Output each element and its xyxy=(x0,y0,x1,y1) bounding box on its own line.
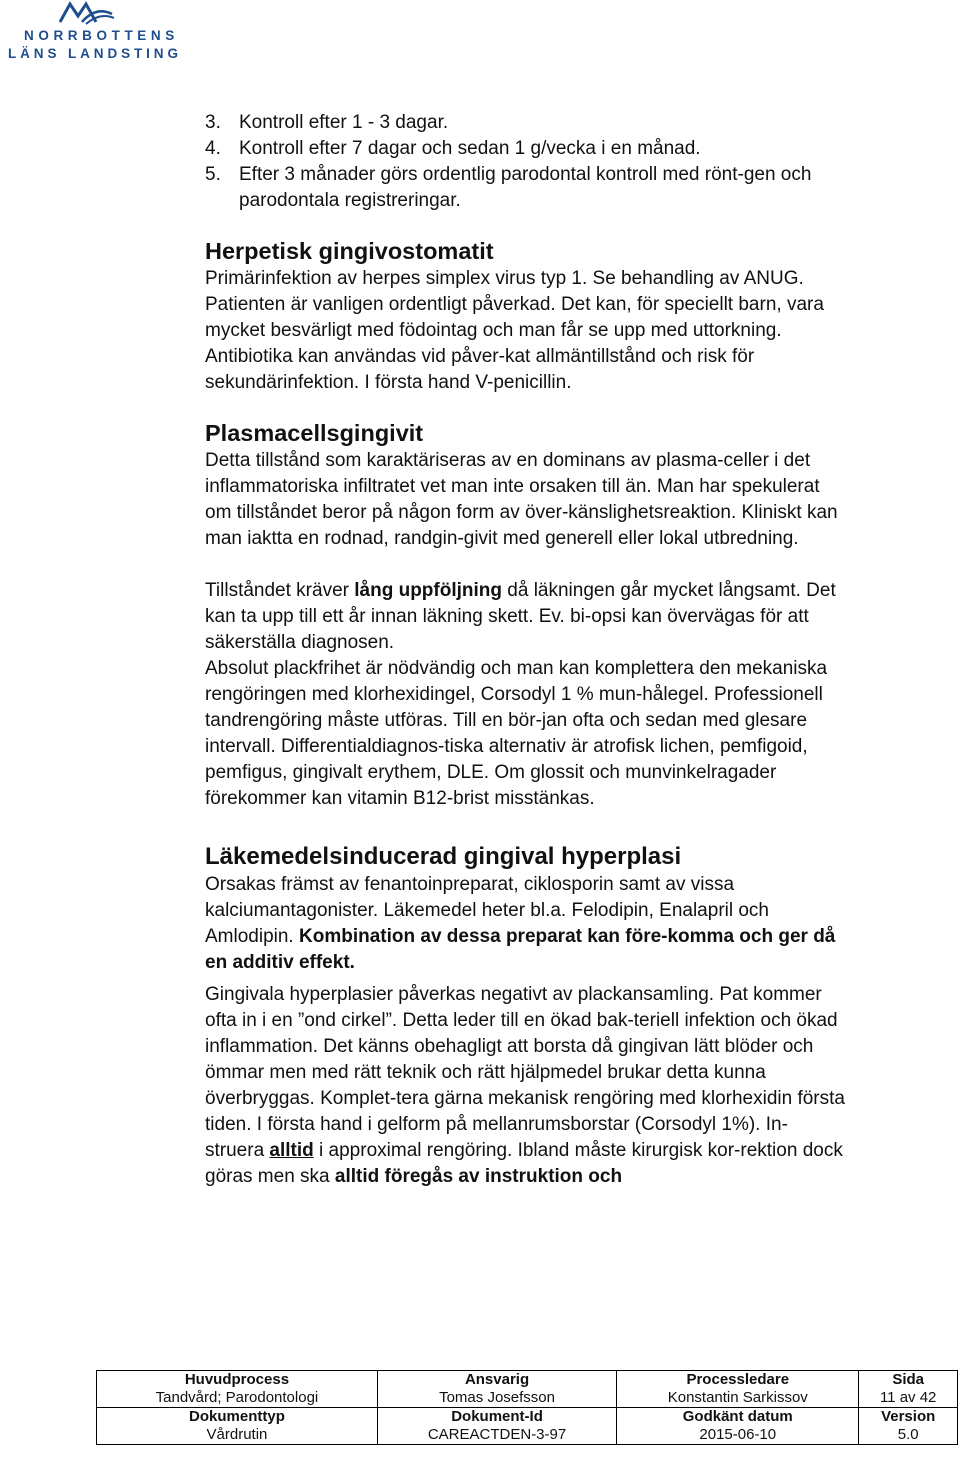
bold-text: alltid föregås av instruktion och xyxy=(334,1166,623,1187)
list-number: 3. xyxy=(205,112,221,133)
text-run: Tillståndet kräver xyxy=(205,580,355,601)
text-run: då läkningen går mycket långsamt. Det kan ta upp till ett år innan läkning skett. Ev. bi-opsi kan övervägas för att säkerställa diagnosen. xyxy=(205,580,836,653)
logo-text-line1: NORRBOTTENS xyxy=(24,28,179,43)
cell-value: Konstantin Sarkissov xyxy=(667,1389,808,1406)
list-number: 4. xyxy=(205,138,221,159)
section-paragraph: Absolut plackfrihet är nödvändig och man kan komplettera den mekaniska rengöringen med klorhexidingel, Corsodyl 1 % mun-hålegel. Professionell tandrengöring måste utföras. Till en bör-jan ofta och sedan med glesare intervall. Differentialdiagnos-tiska alternativ är atrofisk lichen, pemfigoid, pemfigus, gingivalt erythem, DLE. Om glossit och munvinkelragader förekommer kan vitamin B12-brist misstänkas. xyxy=(205,658,828,809)
bold-text: lång uppföljning xyxy=(354,580,502,601)
numbered-list xyxy=(205,110,845,214)
list-item xyxy=(205,110,845,136)
logo-text-line2: LÄNS LANDSTING xyxy=(8,46,182,61)
bold-text: Kombination av dessa preparat kan före-komma och ger då en additiv effekt. xyxy=(205,926,836,973)
cell-value: CAREACTDEN-3-97 xyxy=(427,1426,567,1443)
footer-table xyxy=(96,1370,958,1445)
table-row xyxy=(97,1371,958,1408)
cell-value: Vårdrutin xyxy=(206,1426,268,1443)
cell-label: Godkänt datum xyxy=(682,1408,793,1425)
list-number: 5. xyxy=(205,164,221,185)
cell-label: Huvudprocess xyxy=(184,1371,290,1388)
cell-value: 2015-06-10 xyxy=(699,1426,777,1443)
section-plasmacell xyxy=(205,418,845,812)
list-text: Kontroll efter 1 - 3 dagar. xyxy=(239,112,449,133)
section-paragraph xyxy=(205,578,845,656)
cell-label: Dokumenttyp xyxy=(189,1408,285,1425)
list-item xyxy=(205,136,845,162)
section-herpes xyxy=(205,236,845,396)
list-item xyxy=(205,162,845,214)
cell-label: Sida xyxy=(892,1371,925,1388)
table-cell xyxy=(859,1371,958,1408)
table-cell xyxy=(617,1408,859,1445)
cell-value: Tandvård; Parodontologi xyxy=(155,1389,319,1406)
table-row xyxy=(97,1408,958,1445)
section-paragraph xyxy=(205,982,845,1190)
table-cell xyxy=(617,1371,859,1408)
cell-label: Ansvarig xyxy=(464,1371,530,1388)
text-run: Gingivala hyperplasier påverkas negativt av plackansamling. Pat kommer ofta in i en ”ond cirkel”. Detta leder till en ökad bak-teriell infektion och ökad inflammation. Det känns obehagligt att borsta då gingivan lätt blöder och ömmar men med rätt teknik och rätt hjälpmedel brukar detta kunna överbryggas. Komplet-tera gärna mekanisk rengöring med klorhexidin första tiden. I första hand i gelform på mellanrumsborstar (Corsodyl 1%). In-struera xyxy=(205,984,845,1161)
text-run: Orsakas främst av fenantoinpreparat, ciklosporin samt av vissa kalciumantagonister. Läkemedel heter bl.a. Felodipin, Enalapril och Amlodipin. xyxy=(205,874,769,947)
logo-mark-icon xyxy=(56,0,116,26)
text-run: i approximal rengöring. Ibland måste kirurgisk kor-rektion dock göras men ska xyxy=(205,1140,843,1187)
cell-label: Processledare xyxy=(686,1371,790,1388)
table-cell xyxy=(377,1371,616,1408)
cell-label: Version xyxy=(881,1408,936,1425)
table-cell xyxy=(97,1371,378,1408)
section-paragraph: Primärinfektion av herpes simplex virus typ 1. Se behandling av ANUG. Patienten är vanligen ordentligt påverkad. Det kan, för speciellt barn, vara mycket besvärligt med födointag och man får se upp med uttorkning. Antibiotika kan användas vid påver-kat allmäntillstånd och risk för sekundärinfektion. I första hand V-penicillin. xyxy=(205,268,824,393)
list-text: Kontroll efter 7 dagar och sedan 1 g/vecka i en månad. xyxy=(239,138,701,159)
table-cell xyxy=(859,1408,958,1445)
underlined-bold-text: alltid xyxy=(269,1140,314,1161)
section-paragraph xyxy=(205,872,845,976)
section-lakemedel xyxy=(205,842,845,1190)
section-heading: Plasmacellsgingivit xyxy=(205,420,424,446)
table-cell xyxy=(97,1408,378,1445)
table-cell xyxy=(377,1408,616,1445)
section-heading: Läkemedelsinducerad gingival hyperplasi xyxy=(205,843,682,870)
logo xyxy=(8,0,182,64)
cell-value: Tomas Josefsson xyxy=(439,1389,555,1406)
list-text: Efter 3 månader görs ordentlig parodontal kontroll med rönt-gen och parodontala registreringar. xyxy=(239,164,812,211)
section-paragraph: Detta tillstånd som karaktäriseras av en dominans av plasma-celler i det inflammatoriska infiltratet vet man inte orsaken till än. Man har spekulerat om tillståndet beror på någon form av över-känslighetsreaktion. Kliniskt kan man iaktta en rodnad, randgin-givit med generell eller lokal utbredning. xyxy=(205,450,838,549)
document-body xyxy=(205,110,845,1190)
cell-label: Dokument-Id xyxy=(451,1408,543,1425)
section-heading: Herpetisk gingivostomatit xyxy=(205,238,494,264)
cell-value: 5.0 xyxy=(897,1426,919,1443)
cell-value: 11 av 42 xyxy=(879,1389,937,1406)
